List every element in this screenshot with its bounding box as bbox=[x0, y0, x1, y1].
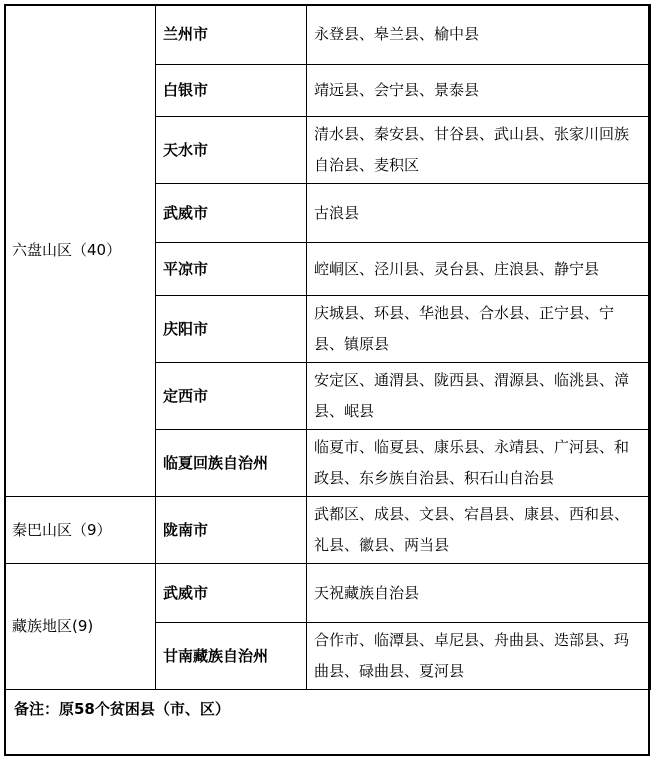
table-row bbox=[5, 564, 651, 623]
city-cell: 平凉市 bbox=[156, 243, 307, 296]
city-cell: 兰州市 bbox=[156, 5, 307, 65]
counties-cell: 合作市、临潭县、卓尼县、舟曲县、迭部县、玛曲县、碌曲县、夏河县 bbox=[307, 623, 651, 690]
city-cell: 武威市 bbox=[156, 564, 307, 623]
table-row bbox=[5, 497, 651, 564]
counties-cell: 安定区、通渭县、陇西县、渭源县、临洮县、漳县、岷县 bbox=[307, 363, 651, 430]
region-cell: 藏族地区(9) bbox=[5, 564, 156, 690]
region-cell: 六盘山区（40） bbox=[5, 5, 156, 497]
poverty-county-table bbox=[4, 4, 651, 690]
counties-cell: 崆峒区、泾川县、灵台县、庄浪县、静宁县 bbox=[307, 243, 651, 296]
counties-cell: 武都区、成县、文县、宕昌县、康县、西和县、礼县、徽县、两当县 bbox=[307, 497, 651, 564]
region-cell: 秦巴山区（9） bbox=[5, 497, 156, 564]
counties-cell: 天祝藏族自治县 bbox=[307, 564, 651, 623]
counties-cell: 清水县、秦安县、甘谷县、武山县、张家川回族自治县、麦积区 bbox=[307, 117, 651, 184]
counties-cell: 古浪县 bbox=[307, 184, 651, 243]
counties-cell: 庆城县、环县、华池县、合水县、正宁县、宁县、镇原县 bbox=[307, 296, 651, 363]
table-row bbox=[5, 5, 651, 65]
city-cell: 白银市 bbox=[156, 65, 307, 117]
counties-cell: 临夏市、临夏县、康乐县、永靖县、广河县、和政县、东乡族自治县、积石山自治县 bbox=[307, 430, 651, 497]
city-cell: 庆阳市 bbox=[156, 296, 307, 363]
city-cell: 定西市 bbox=[156, 363, 307, 430]
city-cell: 陇南市 bbox=[156, 497, 307, 564]
city-cell: 临夏回族自治州 bbox=[156, 430, 307, 497]
city-cell: 武威市 bbox=[156, 184, 307, 243]
city-cell: 甘南藏族自治州 bbox=[156, 623, 307, 690]
city-cell: 天水市 bbox=[156, 117, 307, 184]
counties-cell: 靖远县、会宁县、景泰县 bbox=[307, 65, 651, 117]
footnote: 备注：原58个贫困县（市、区） bbox=[14, 700, 230, 718]
counties-cell: 永登县、皋兰县、榆中县 bbox=[307, 5, 651, 65]
